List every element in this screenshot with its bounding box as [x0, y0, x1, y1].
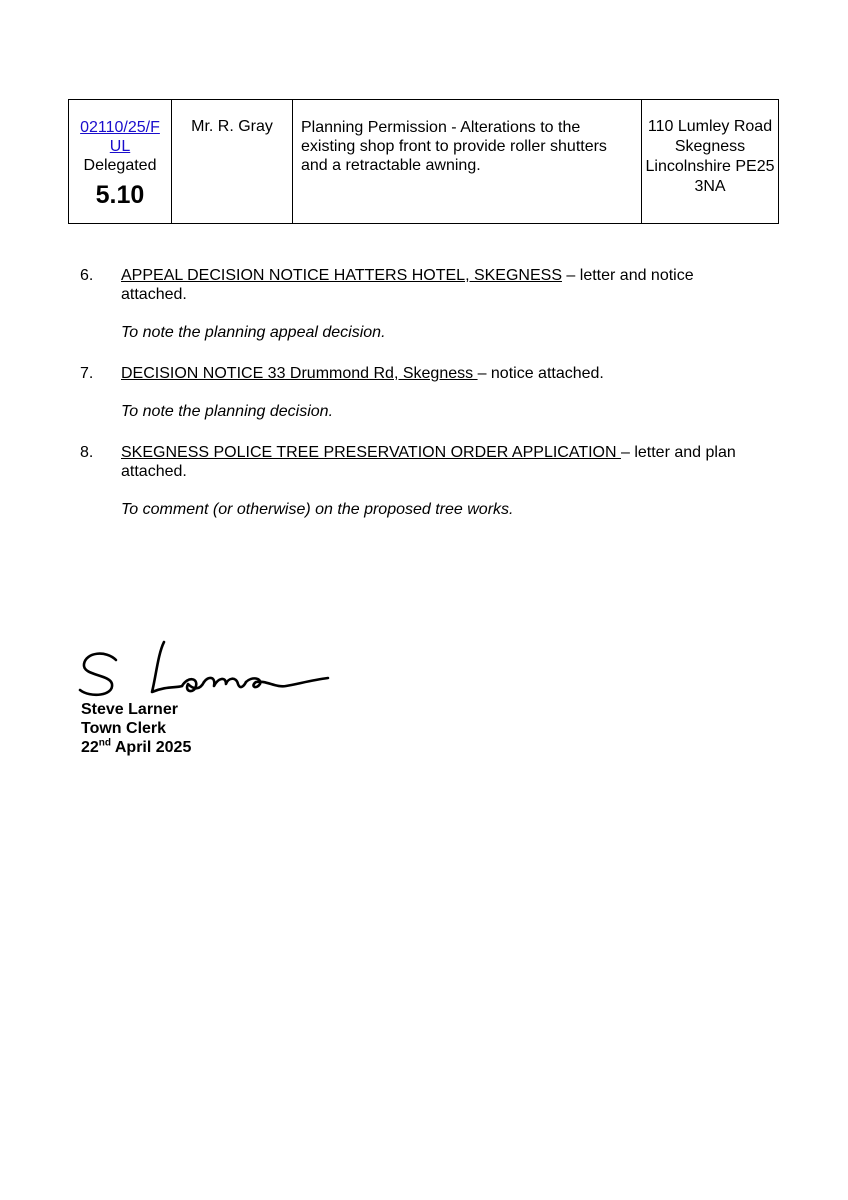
- application-description: Planning Permission - Alterations to the existing shop front to provide roller shutters and a retractable awning.: [301, 119, 607, 174]
- signatory-role: Town Clerk: [81, 720, 167, 737]
- applicant-cell: [172, 100, 293, 224]
- applicant-name: Mr. R. Gray: [191, 118, 273, 135]
- signatory-name: Steve Larner: [81, 701, 178, 718]
- item-8-note: To comment (or otherwise) on the proposed tree works.: [121, 501, 514, 518]
- location-cell: [642, 100, 779, 224]
- reference-line-2: UL: [109, 138, 131, 155]
- item-detail: – notice attached.: [477, 365, 604, 382]
- signature-image: [76, 636, 336, 700]
- item-text: [121, 266, 761, 304]
- item-title: DECISION NOTICE 33 Drummond Rd, Skegness: [121, 365, 478, 382]
- date-suffix: nd: [98, 737, 112, 749]
- reference-line-1: 02110/25/F: [80, 119, 160, 136]
- date-day: 22: [81, 739, 99, 756]
- location-line-2: Skegness: [674, 138, 746, 155]
- location-line-4: 3NA: [694, 178, 726, 195]
- reference-cell: [69, 100, 172, 224]
- item-7-note: To note the planning decision.: [121, 403, 334, 420]
- item-title: SKEGNESS POLICE TREE PRESERVATION ORDER APPLICATION: [121, 444, 621, 461]
- signoff-date: [81, 738, 191, 757]
- table-row: [69, 100, 779, 224]
- item-number: 8.: [80, 444, 94, 461]
- item-detail: – letter and notice attached.: [121, 267, 694, 303]
- item-number: 6.: [80, 267, 94, 284]
- item-detail: – letter and plan attached.: [121, 444, 736, 480]
- item-number: 7.: [80, 365, 94, 382]
- location-line-3: Lincolnshire PE25: [645, 158, 775, 175]
- date-rest: April 2025: [111, 739, 192, 756]
- description-cell: [293, 100, 642, 224]
- planning-applications-table: [68, 99, 779, 224]
- location-line-1: 110 Lumley Road: [647, 118, 773, 135]
- item-text: [121, 364, 761, 383]
- status-label: Delegated: [83, 157, 157, 174]
- item-6-note: To note the planning appeal decision.: [121, 324, 386, 341]
- item-title: APPEAL DECISION NOTICE HATTERS HOTEL, SKEGNESS: [121, 267, 562, 284]
- application-reference-link[interactable]: [80, 119, 160, 155]
- item-text: [121, 443, 761, 481]
- agenda-item-number: 5.10: [95, 181, 145, 209]
